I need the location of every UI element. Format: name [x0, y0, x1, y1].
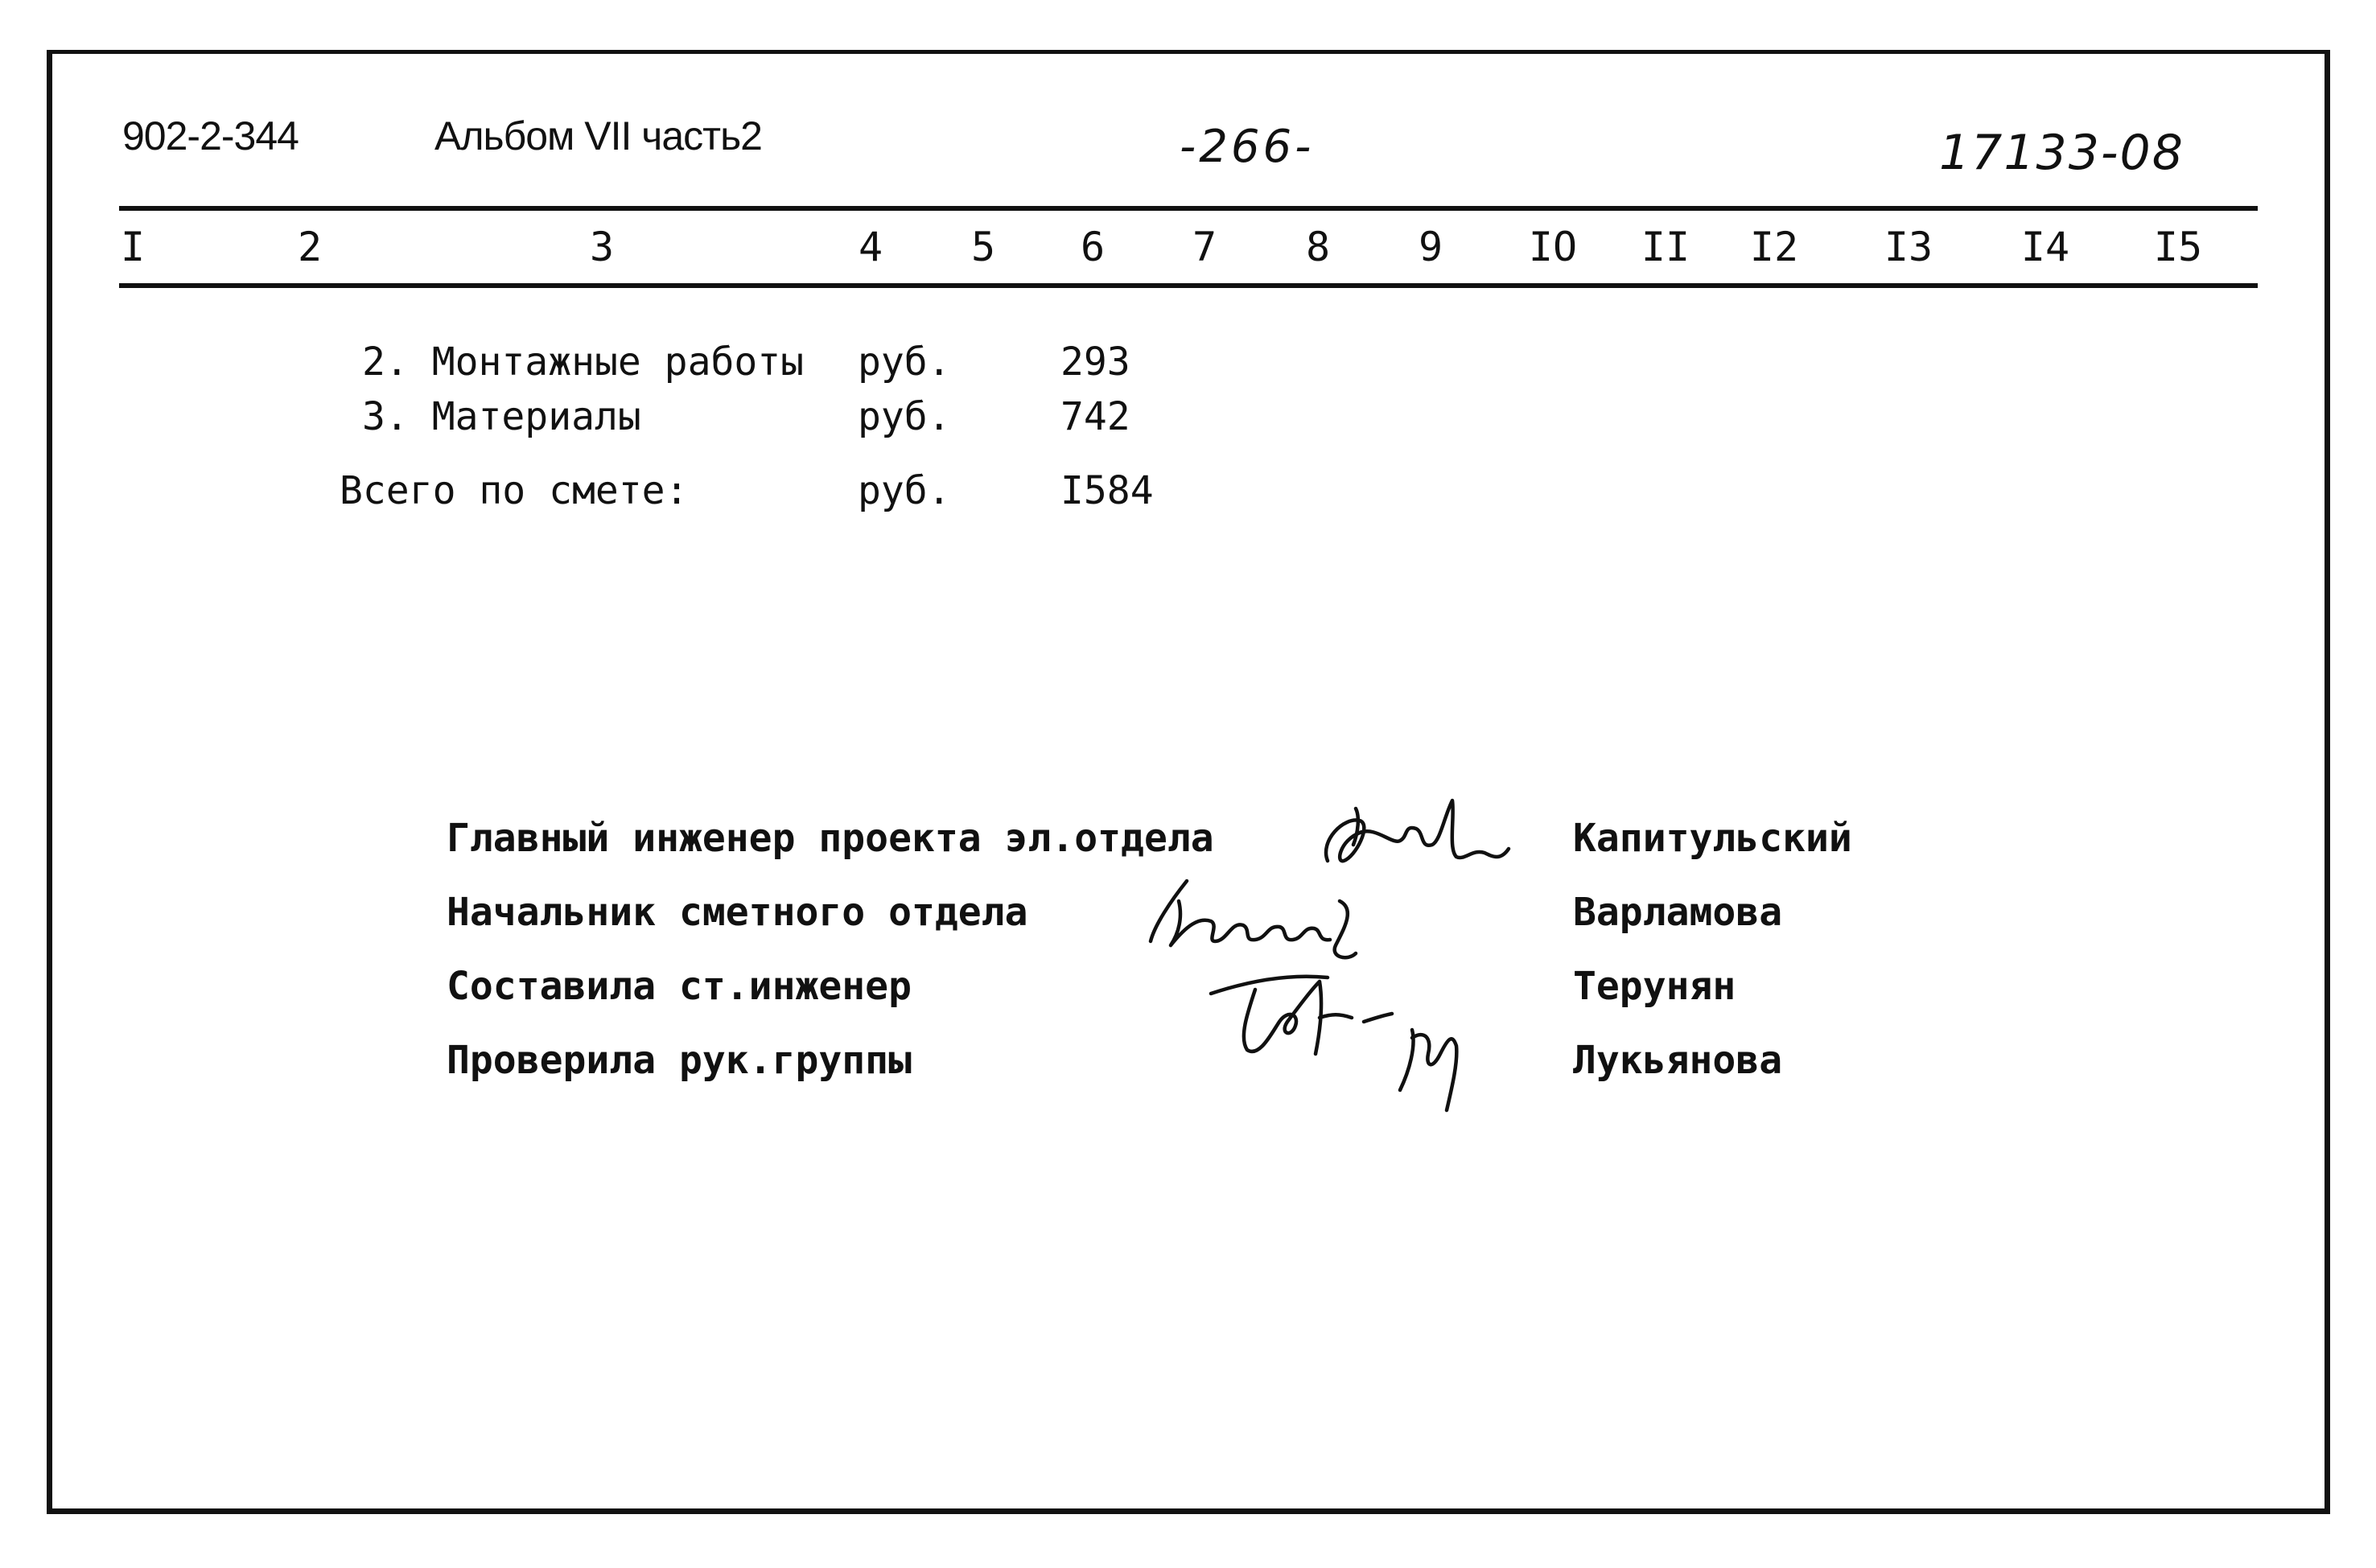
signature-name: Варламова: [1573, 890, 1783, 935]
column-number: 8: [1305, 224, 1331, 270]
project-code: 902-2-344: [122, 113, 299, 158]
handwritten-signature: [1199, 957, 1497, 1118]
column-number: 5: [970, 224, 996, 270]
signature-role: Проверила рук.группы: [447, 1038, 912, 1083]
signature-role: Начальник сметного отдела: [447, 890, 1028, 935]
column-number: I2: [1749, 224, 1799, 270]
total-label: Всего по смете:: [340, 468, 689, 513]
column-number: I3: [1884, 224, 1933, 270]
column-number: 9: [1418, 224, 1443, 270]
header-rule-top: [119, 206, 2258, 211]
page-number: -266-: [1180, 121, 1315, 173]
item-unit: руб.: [858, 340, 951, 385]
signature-role: Главный инженер проекта эл.отдела: [447, 816, 1214, 861]
header-rule-bottom: [119, 283, 2258, 288]
signature-name: Капитульский: [1573, 816, 1852, 861]
signature-name: Терунян: [1573, 964, 1736, 1009]
item-value: 742: [1060, 394, 1130, 439]
item-label: 3. Материалы: [362, 394, 641, 439]
column-number: IO: [1528, 224, 1578, 270]
column-number: I: [120, 224, 146, 270]
document-number: 17133-08: [1939, 125, 2185, 181]
column-number: 2: [297, 224, 323, 270]
column-number: II: [1641, 224, 1690, 270]
total-unit: руб.: [858, 468, 951, 513]
column-number: 7: [1192, 224, 1217, 270]
column-number: 3: [589, 224, 615, 270]
column-number: I5: [2153, 224, 2203, 270]
column-number: 4: [858, 224, 883, 270]
item-label: 2. Монтажные работы: [362, 340, 805, 385]
column-number: I4: [2020, 224, 2070, 270]
signature-role: Составила ст.инженер: [447, 964, 912, 1009]
total-value: I584: [1060, 468, 1154, 513]
item-unit: руб.: [858, 394, 951, 439]
column-number: 6: [1080, 224, 1106, 270]
handwritten-signature: [1312, 784, 1521, 881]
signature-name: Лукьянова: [1573, 1038, 1783, 1083]
album-label: Альбом VII часть2: [434, 113, 762, 158]
item-value: 293: [1060, 340, 1130, 385]
